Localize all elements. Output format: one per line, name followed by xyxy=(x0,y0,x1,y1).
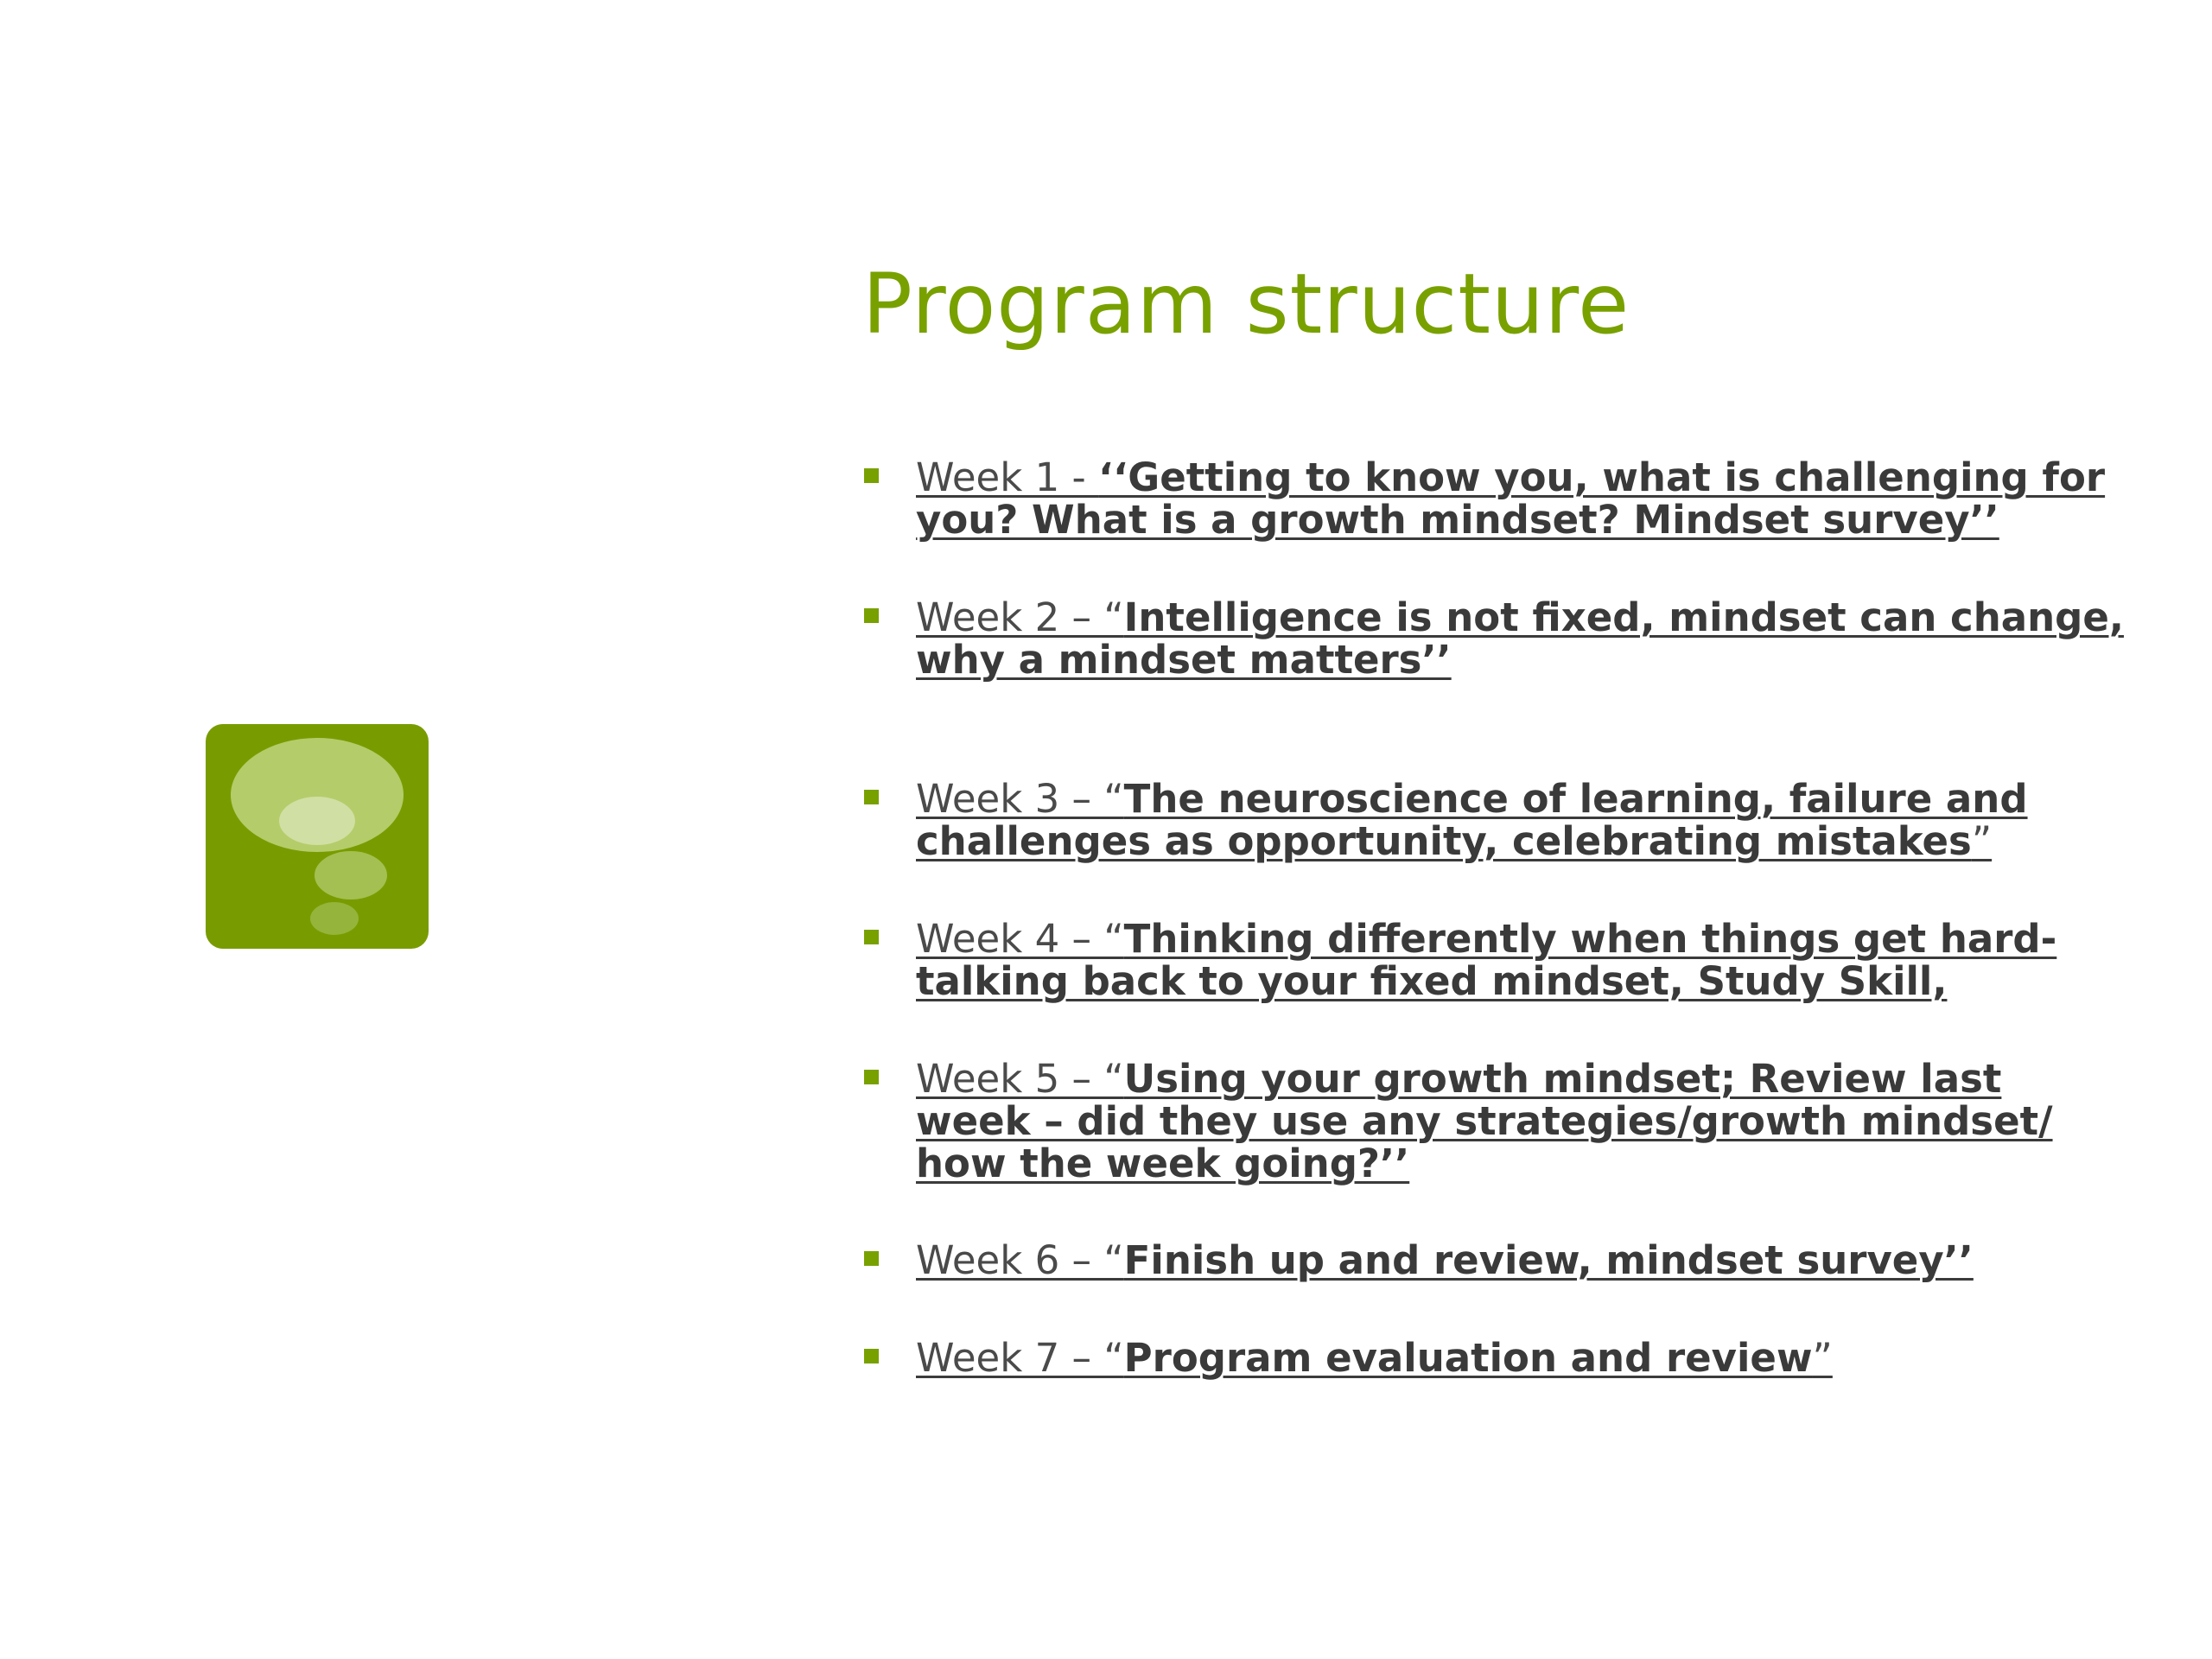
week-item xyxy=(864,596,2126,681)
week-2-link[interactable] xyxy=(916,596,2126,681)
week-description: Finish up and review, mindset survey’’ xyxy=(1123,1237,1974,1283)
week-item xyxy=(864,918,2126,1002)
week-label: Week 6 – “ xyxy=(916,1237,1124,1283)
week-1-link[interactable] xyxy=(916,456,2126,541)
week-closing-quote: ” xyxy=(1971,818,1993,864)
thought-bubble-icon xyxy=(206,724,429,949)
week-5-link[interactable] xyxy=(916,1058,2126,1185)
week-label: Week 1 - xyxy=(916,454,1099,500)
week-description: Intelligence is not fixed, mindset can change, why a mindset matters’’ xyxy=(916,594,2124,683)
week-6-link[interactable] xyxy=(916,1239,2126,1281)
week-item xyxy=(864,1337,2126,1379)
week-description: Program evaluation and review xyxy=(1123,1335,1813,1381)
week-description: Thinking differently when things get hard- talking back to your fixed mindset, Study Skill, xyxy=(916,916,2057,1004)
slide-title: Program structure xyxy=(862,256,1630,353)
week-3-link[interactable] xyxy=(916,778,2126,862)
bullet-icon xyxy=(864,468,879,483)
week-closing-quote: ” xyxy=(1812,1335,1833,1381)
week-item xyxy=(864,1239,2126,1281)
week-description: ‘‘Getting to know you, what is challenging for you? What is a growth mindset? Mindset survey’’ xyxy=(916,454,2106,543)
week-label: Week 5 – “ xyxy=(916,1056,1124,1102)
bullet-icon xyxy=(864,1349,879,1363)
bullet-icon xyxy=(864,930,879,944)
bullet-icon xyxy=(864,790,879,804)
bullet-icon xyxy=(864,1251,879,1266)
week-label: Week 7 – “ xyxy=(916,1335,1124,1381)
week-7-link[interactable] xyxy=(916,1337,2126,1379)
week-label: Week 4 – “ xyxy=(916,916,1124,962)
bullet-icon xyxy=(864,1070,879,1084)
bullet-icon xyxy=(864,608,879,623)
week-item xyxy=(864,1058,2126,1185)
week-item xyxy=(864,456,2126,541)
week-item xyxy=(864,778,2126,862)
week-label: Week 3 – “ xyxy=(916,776,1124,822)
week-4-link[interactable] xyxy=(916,918,2126,1002)
week-description: Using your growth mindset; Review last week – did they use any strategies/growth mindset/ how the week going?’’ xyxy=(916,1056,2053,1186)
week-label: Week 2 – “ xyxy=(916,594,1124,640)
week-description: The neuroscience of learning, failure and challenges as opportunity, celebrating mistakes xyxy=(916,776,2028,864)
